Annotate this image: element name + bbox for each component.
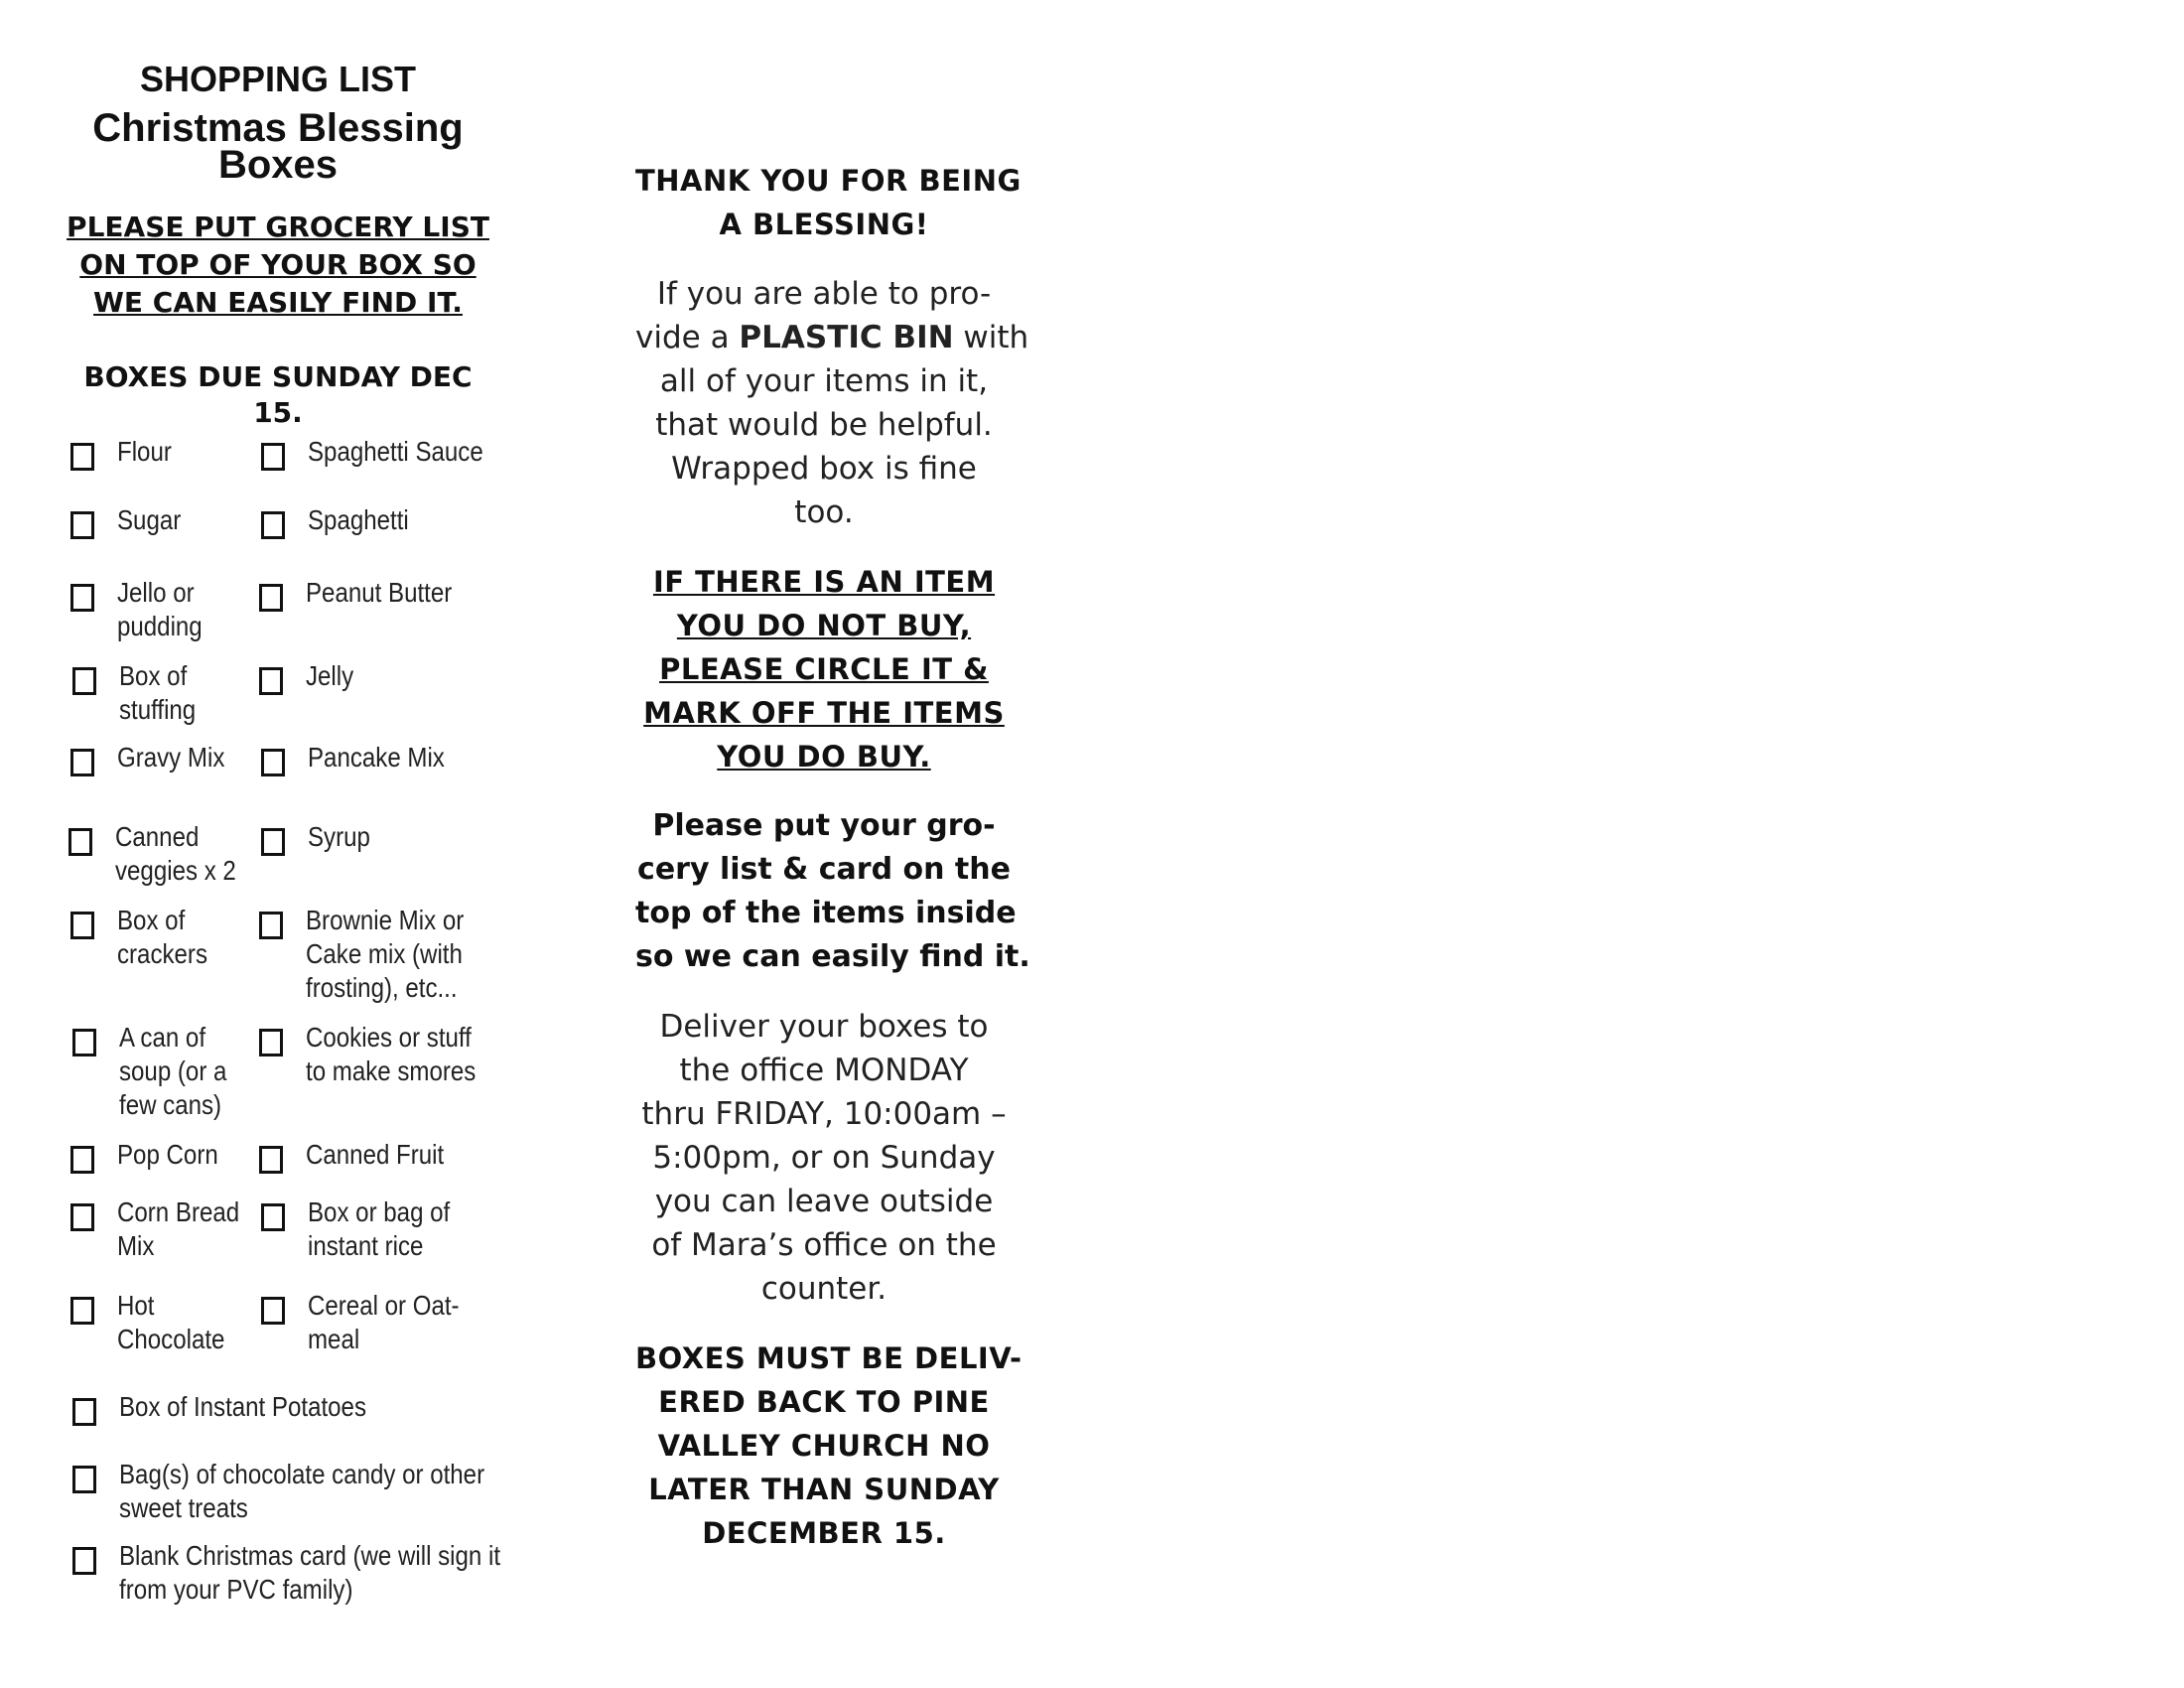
checklist-item-label: Bag(s) of chocolate candy or other sweet treats	[119, 1459, 485, 1523]
checklist-item[interactable]	[259, 1021, 503, 1088]
checkbox[interactable]	[68, 828, 92, 856]
checkbox[interactable]	[261, 749, 285, 776]
due-date-heading: BOXES DUE SUNDAY DEC 15.	[83, 360, 473, 429]
page-subtitle-line1: Christmas Blessing	[92, 106, 464, 150]
text-line: ERED BACK TO PINE	[658, 1385, 990, 1419]
checkbox[interactable]	[261, 511, 285, 539]
checklist-item-label: A can of soup (or a few cans)	[119, 1022, 227, 1120]
text-line: Deliver your boxes to	[659, 1009, 989, 1045]
checkbox[interactable]	[70, 912, 94, 939]
checkbox[interactable]	[70, 584, 94, 612]
checklist-item-label: Cookies or stuff to make smores	[306, 1022, 477, 1086]
checklist-item[interactable]	[72, 1021, 244, 1122]
text-line: YOU DO BUY.	[717, 740, 931, 774]
checklist-item[interactable]	[70, 503, 192, 539]
checkbox[interactable]	[259, 1029, 283, 1056]
text-run: with	[953, 320, 1029, 355]
checklist-item-label: Jello or pudding	[117, 577, 203, 641]
checklist-item[interactable]	[261, 503, 425, 539]
page-title: SHOPPING LIST	[139, 59, 417, 99]
delivery-instructions	[635, 1005, 1013, 1311]
text-line: MARK OFF THE ITEMS	[643, 696, 1005, 730]
checkbox[interactable]	[70, 443, 94, 471]
checklist-item[interactable]	[70, 1138, 234, 1174]
card-instruction	[635, 804, 1030, 979]
checklist-item[interactable]	[259, 659, 361, 695]
left-column	[60, 58, 496, 431]
checklist-item-label: Spaghetti	[308, 504, 409, 535]
checkbox[interactable]	[70, 749, 94, 776]
checklist-item[interactable]	[261, 1196, 474, 1263]
checklist-item-label: Hot Chocolate	[117, 1290, 225, 1354]
text-line: YOU DO NOT BUY,	[676, 609, 972, 642]
checkbox[interactable]	[261, 1297, 285, 1325]
right-column	[635, 159, 1030, 1555]
checklist-item-label: Box of Instant Potatoes	[119, 1391, 366, 1422]
text-line: THANK YOU FOR BEING	[635, 164, 1022, 198]
page-subtitle-line2: Boxes	[217, 143, 339, 187]
checklist-item[interactable]	[259, 904, 489, 1005]
circle-item-instruction	[635, 560, 1013, 778]
checkbox[interactable]	[259, 1146, 283, 1174]
checklist-item[interactable]	[261, 435, 512, 471]
checklist-item[interactable]	[261, 820, 380, 856]
notice-line: WE CAN EASILY FIND IT.	[93, 286, 463, 319]
checklist-item-label: Box of crackers	[117, 905, 207, 969]
checklist-item-label: Sugar	[117, 504, 182, 535]
checkbox[interactable]	[259, 584, 283, 612]
checkbox[interactable]	[72, 1029, 96, 1056]
notice-line: PLEASE PUT GROCERY LIST	[67, 211, 489, 243]
checkbox[interactable]	[72, 1398, 96, 1426]
text-line: of Mara’s office on the	[651, 1227, 997, 1263]
checklist-item[interactable]	[259, 1138, 467, 1174]
checklist-item-label: Blank Christmas card (we will sign it from your PVC family)	[119, 1540, 501, 1605]
checklist-item[interactable]	[70, 741, 242, 776]
checklist-item-label: Gravy Mix	[117, 742, 225, 773]
text-line: counter.	[760, 1271, 887, 1307]
text-line: Please put your gro-	[652, 808, 996, 843]
checklist-item[interactable]	[68, 820, 256, 888]
checklist-item-label: Spaghetti Sauce	[308, 436, 483, 467]
thank-you-heading	[635, 159, 1022, 246]
checklist-item-label: Canned veggies x 2	[115, 821, 236, 886]
checklist-item[interactable]	[261, 741, 467, 776]
deadline-notice	[635, 1336, 1023, 1555]
checkbox[interactable]	[70, 1203, 94, 1231]
checkbox[interactable]	[72, 1547, 96, 1575]
checkbox[interactable]	[72, 1466, 96, 1493]
checkbox[interactable]	[259, 667, 283, 695]
text-line: the office MONDAY	[679, 1053, 969, 1088]
plastic-bin-paragraph	[635, 272, 1029, 534]
notice-line: ON TOP OF YOUR BOX SO	[79, 248, 477, 281]
checkbox[interactable]	[72, 667, 96, 695]
checklist-item-label: Syrup	[308, 821, 370, 852]
checklist-item-label: Canned Fruit	[306, 1139, 445, 1170]
text-line: BOXES MUST BE DELIV-	[635, 1341, 1023, 1375]
checklist-item-label: Pop Corn	[117, 1139, 218, 1170]
checklist-item-label: Flour	[117, 436, 172, 467]
checklist-item[interactable]	[72, 1539, 563, 1607]
text-line: 5:00pm, or on Sunday	[652, 1140, 996, 1176]
checkbox[interactable]	[261, 1203, 285, 1231]
text-line: you can leave outside	[654, 1184, 994, 1219]
checklist-item-label: Box or bag of instant rice	[308, 1196, 451, 1261]
checklist-item[interactable]	[261, 1289, 483, 1356]
checklist-item[interactable]	[72, 659, 208, 727]
checklist-item[interactable]	[70, 1289, 242, 1356]
checklist-item-label: Peanut Butter	[306, 577, 453, 608]
checklist-item-label: Jelly	[306, 660, 354, 691]
checklist-item-label: Pancake Mix	[308, 742, 445, 773]
checklist-item[interactable]	[70, 904, 222, 971]
text-line: top of the items inside	[635, 896, 1017, 930]
text-line: too.	[794, 494, 854, 530]
text-line: DECEMBER 15.	[702, 1516, 946, 1550]
checklist-item[interactable]	[72, 1390, 407, 1426]
checkbox[interactable]	[261, 828, 285, 856]
text-line: IF THERE IS AN ITEM	[652, 565, 996, 599]
checkbox[interactable]	[70, 511, 94, 539]
text-line: thru FRIDAY, 10:00am –	[641, 1096, 1007, 1132]
text-line: A BLESSING!	[719, 208, 929, 241]
text-line: If you are able to pro-	[656, 276, 992, 312]
text-line: PLEASE CIRCLE IT &	[659, 652, 989, 686]
checklist-item-label: Box of stuffing	[119, 660, 197, 725]
checklist-item[interactable]	[259, 576, 476, 612]
checklist-item-label: Brownie Mix or Cake mix (with frosting), etc...	[306, 905, 465, 1003]
text-line: all of your items in it,	[659, 363, 989, 399]
checkbox[interactable]	[70, 1146, 94, 1174]
text-line: LATER THAN SUNDAY	[648, 1473, 1000, 1506]
checklist-item-label: Cereal or Oat- meal	[308, 1290, 460, 1354]
text-line: Wrapped box is fine	[671, 451, 977, 487]
grocery-list-notice	[60, 209, 496, 322]
checklist-item-label: Corn Bread Mix	[117, 1196, 240, 1261]
text-line: VALLEY CHURCH NO	[657, 1429, 991, 1463]
text-line: cery list & card on the	[637, 852, 1011, 887]
checkbox[interactable]	[259, 912, 283, 939]
text-line: so we can easily find it.	[635, 939, 1030, 974]
text-line: that would be helpful.	[655, 407, 993, 443]
checklist-item[interactable]	[70, 1196, 259, 1263]
checkbox[interactable]	[261, 443, 285, 471]
checkbox[interactable]	[70, 1297, 94, 1325]
text-line	[635, 316, 1029, 359]
checklist-item[interactable]	[70, 576, 216, 643]
checklist-item[interactable]	[70, 435, 181, 471]
plastic-bin-emphasis: PLASTIC BIN	[739, 320, 954, 355]
text-run: vide a	[635, 320, 740, 355]
checklist-item[interactable]	[72, 1458, 544, 1525]
